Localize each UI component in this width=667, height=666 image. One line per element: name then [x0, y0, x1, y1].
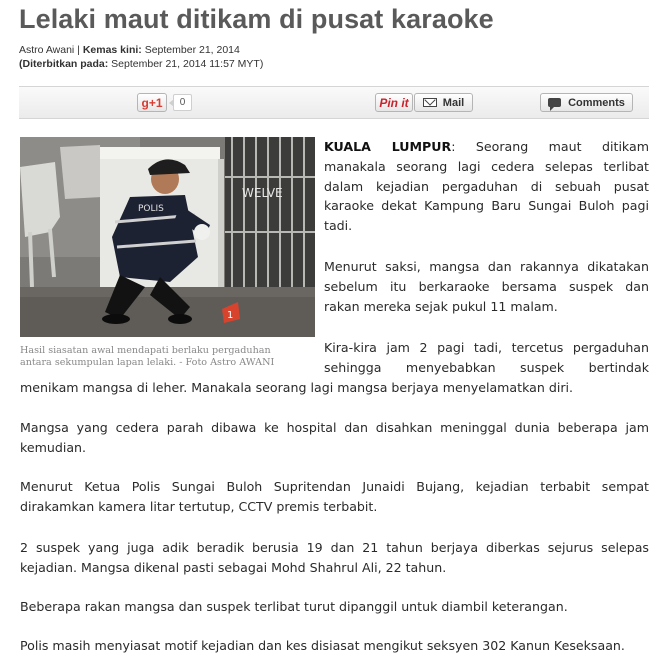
vest-text: POLIS: [138, 204, 164, 214]
share-bar: [19, 86, 649, 119]
paragraph-line: KUALA LUMPUR: Seorang maut ditikam: [324, 139, 649, 154]
meta-published-open: (: [19, 58, 23, 70]
gplus-button[interactable]: g+1: [137, 93, 167, 112]
meta-updated-date: September 21, 2014: [141, 44, 240, 56]
paragraph-line: rakan mereka sejak pukul 11 malam.: [324, 298, 558, 314]
svg-text:WELVE: WELVE: [242, 186, 283, 200]
paragraph-line: sebelum itu berkaraoke bersama suspek dan: [324, 278, 649, 294]
mail-icon: [423, 98, 437, 107]
paragraph-4: [20, 418, 649, 458]
crime-scene-photo: [20, 137, 315, 337]
paragraph-1: [324, 137, 649, 236]
paragraph-line: dirakamkan kamera litar tertutup, CCTV premis terbabit.: [20, 498, 378, 514]
meta-published-date: September 21, 2014 11:57 MYT): [108, 58, 264, 70]
paragraph-7: [20, 597, 649, 617]
paragraph-line: Beberapa rakan mangsa dan suspek terlibat turut dipanggil untuk diambil keterangan.: [20, 599, 568, 614]
paragraph-3: [20, 338, 649, 397]
paragraph-6: [20, 538, 649, 578]
paragraph-line: tadi.: [324, 218, 353, 234]
caption-line: Hasil siasatan awal mendapati berlaku pergaduhan: [20, 345, 271, 356]
meta-updated: [19, 43, 263, 57]
paragraph-line: manakala seorang lagi cedera selepas terlibat: [324, 158, 649, 174]
article-meta: [19, 43, 263, 71]
meta-updated-label: Kemas kini:: [82, 44, 142, 56]
mail-label: Mail: [442, 96, 465, 109]
comments-label: Comments: [568, 96, 625, 109]
dateline: KUALA LUMPUR: [324, 139, 452, 154]
paragraph-line: Mangsa yang cedera parah dibawa ke hospital dan disahkan meninggal dunia beberapa jam: [20, 420, 649, 435]
article-photo: [20, 137, 315, 337]
paragraph-line: karaoke dekat Kampung Baru Sungai Buloh pagi: [324, 198, 649, 214]
paragraph-line: kemudian.: [20, 439, 87, 455]
paragraph-5: [20, 477, 649, 517]
meta-source: Astro Awani |: [19, 44, 83, 56]
paragraph-line: menikam mangsa di leher. Manakala seorang lagi mangsa berjaya menyelamatkan diri.: [20, 379, 574, 395]
comment-icon: [548, 98, 561, 107]
meta-published-label: Diterbitkan pada:: [22, 58, 109, 70]
paragraph-2: [324, 257, 649, 316]
gplus-count: 0: [173, 94, 192, 111]
evidence-marker-number: 1: [227, 310, 234, 321]
comments-button[interactable]: [540, 93, 633, 112]
article-title: Lelaki maut ditikam di pusat karaoke: [19, 4, 494, 34]
paragraph-line: 2 suspek yang juga adik beradik berusia 19 dan 21 tahun berjaya diberkas sejurus selepas: [20, 540, 649, 555]
meta-published: [19, 57, 263, 71]
paragraph-line: Kira-kira jam 2 pagi tadi, tercetus pergaduhan: [324, 340, 649, 355]
paragraph-line: Menurut saksi, mangsa dan rakannya dikatakan: [324, 259, 649, 274]
paragraph-line: dalam kejadian pergaduhan di sebuah pusat: [324, 178, 649, 194]
mail-button[interactable]: [414, 93, 473, 112]
paragraph-line: Polis masih menyiasat motif kejadian dan kes disiasat mengikut seksyen 302 Kanun Keseksaan.: [20, 638, 625, 653]
caption-line: antara sekumpulan lapan lelaki. - Foto Astro AWANI: [20, 357, 275, 368]
paragraph-8: [20, 636, 649, 656]
pinterest-button[interactable]: Pin it: [375, 93, 413, 112]
paragraph-line: sehingga menyebabkan suspek bertindak: [324, 359, 649, 375]
paragraph-line: Menurut Ketua Polis Sungai Buloh Supritendan Junaidi Bujang, kejadian terbabit sempat: [20, 479, 649, 494]
paragraph-line: kejadian. Mangsa dikenal pasti sebagai Mohd Shahrul Ali, 22 tahun.: [20, 559, 447, 575]
